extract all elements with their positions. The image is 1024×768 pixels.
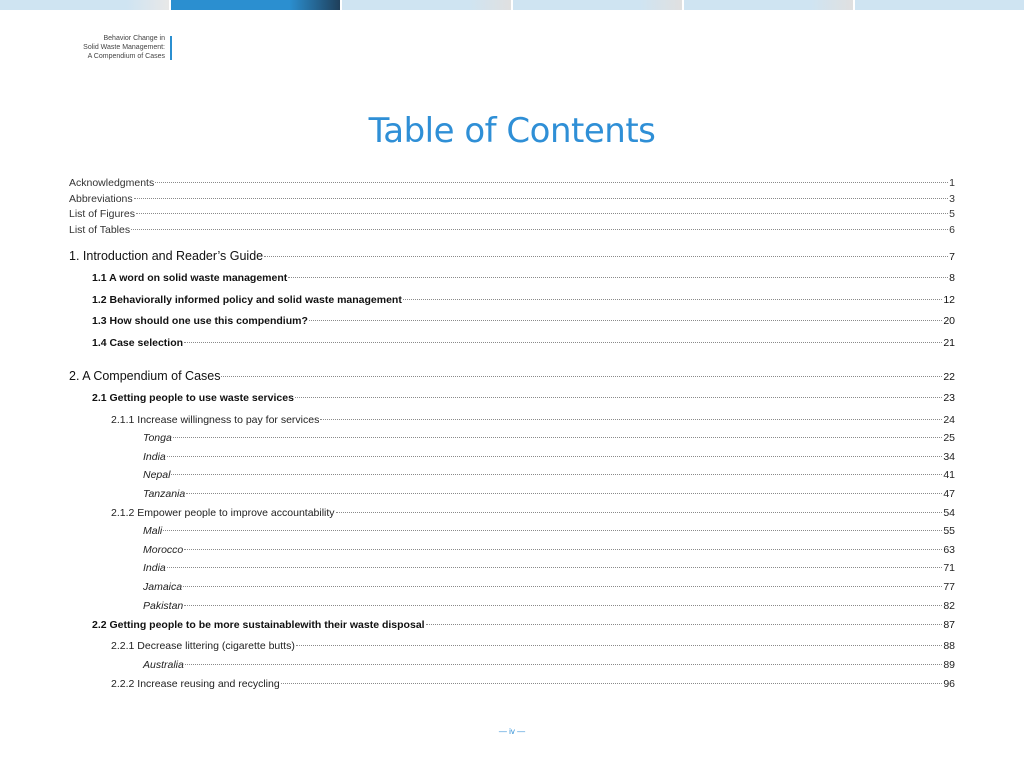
toc-section-2-2[interactable] xyxy=(92,619,955,631)
toc-section-1-1[interactable] xyxy=(92,272,955,284)
toc-case-mali[interactable] xyxy=(143,525,955,537)
dot-leader xyxy=(403,299,942,300)
toc-entry-label: 2.2.2 Increase reusing and recycling xyxy=(111,678,280,690)
toc-case-australia[interactable] xyxy=(143,659,955,671)
toc-entry-label: 2. A Compendium of Cases xyxy=(69,369,221,383)
toc-entry-label: 2.2.1 Decrease littering (cigarette butts) xyxy=(111,640,295,652)
toc-entry-label: Acknowledgments xyxy=(69,177,155,189)
dot-leader xyxy=(173,437,943,438)
dot-leader xyxy=(309,320,942,321)
toc-entry-label: 1.3 How should one use this compendium? xyxy=(92,315,308,327)
header-line-3: A Compendium of Cases xyxy=(87,53,165,60)
toc-entry-page: 54 xyxy=(943,507,955,519)
toc-entry-page: 41 xyxy=(943,469,955,481)
toc-subsection-2-2-2[interactable] xyxy=(111,678,955,690)
toc-entry-page: 3 xyxy=(949,193,955,205)
dot-leader xyxy=(288,277,948,278)
toc-entry-page: 25 xyxy=(943,432,955,444)
dot-leader xyxy=(320,419,942,420)
dot-leader xyxy=(186,493,942,494)
toc-section-1-4[interactable] xyxy=(92,337,955,349)
dot-leader xyxy=(264,256,948,257)
dot-leader xyxy=(221,376,942,377)
toc-entry-label: List of Tables xyxy=(69,224,131,236)
toc-entry-label: Abbreviations xyxy=(69,193,133,205)
toc-entry-label: India xyxy=(143,562,166,574)
toc-chapter-1[interactable] xyxy=(69,249,955,263)
toc-entry-list-of-tables[interactable] xyxy=(69,224,955,236)
dot-leader xyxy=(167,567,943,568)
toc-entry-page: 5 xyxy=(949,208,955,220)
toc-entry-acknowledgments[interactable] xyxy=(69,177,955,189)
toc-entry-page: 8 xyxy=(949,272,955,284)
toc-subsection-2-2-1[interactable] xyxy=(111,640,955,652)
toc-entry-list-of-figures[interactable] xyxy=(69,208,955,220)
toc-section-1-3[interactable] xyxy=(92,315,955,327)
toc-case-jamaica[interactable] xyxy=(143,581,955,593)
toc-entry-label: 1.4 Case selection xyxy=(92,337,184,349)
toc-entry-label: India xyxy=(143,451,166,463)
toc-entry-page: 77 xyxy=(943,581,955,593)
dot-leader xyxy=(131,229,948,230)
page-number: — iv — xyxy=(498,727,526,736)
dot-leader xyxy=(155,182,948,183)
toc-entry-label: Mali xyxy=(143,525,163,537)
dot-leader xyxy=(134,198,949,199)
toc-entry-page: 6 xyxy=(949,224,955,236)
toc-subsection-2-1-1[interactable] xyxy=(111,414,955,426)
dot-leader xyxy=(183,586,942,587)
header-line-1: Behavior Change in xyxy=(103,35,165,42)
toc-case-nepal[interactable] xyxy=(143,469,955,481)
dot-leader xyxy=(184,342,942,343)
toc-entry-label: Tonga xyxy=(143,432,172,444)
dot-leader xyxy=(184,605,942,606)
toc-entry-page: 20 xyxy=(943,315,955,327)
toc-entry-page: 89 xyxy=(943,659,955,671)
toc-entry-page: 87 xyxy=(943,619,955,631)
toc-entry-page: 1 xyxy=(949,177,955,189)
toc-case-tanzania[interactable] xyxy=(143,488,955,500)
toc-entry-label: Australia xyxy=(143,659,184,671)
dot-leader xyxy=(163,530,942,531)
toc-entry-label: Tanzania xyxy=(143,488,186,500)
dot-leader xyxy=(296,645,942,646)
toc-case-morocco[interactable] xyxy=(143,544,955,556)
header-line-2: Solid Waste Management: xyxy=(83,44,165,51)
dot-leader xyxy=(171,474,942,475)
toc-case-india[interactable] xyxy=(143,451,955,463)
dot-leader xyxy=(281,683,943,684)
toc-entry-label: 1. Introduction and Reader’s Guide xyxy=(69,249,264,263)
dot-leader xyxy=(184,549,942,550)
toc-entry-label: Morocco xyxy=(143,544,184,556)
dot-leader xyxy=(185,664,942,665)
page-title: Table of Contents xyxy=(368,111,656,151)
toc-entry-page: 21 xyxy=(943,337,955,349)
dot-leader xyxy=(426,624,943,625)
toc-entry-label: List of Figures xyxy=(69,208,135,220)
toc-entry-page: 12 xyxy=(943,294,955,306)
toc-entry-page: 22 xyxy=(943,371,955,383)
dot-leader xyxy=(167,456,943,457)
dot-leader xyxy=(295,397,942,398)
toc-entry-label: Pakistan xyxy=(143,600,184,612)
dot-leader xyxy=(336,512,943,513)
toc-entry-label: 2.1 Getting people to use waste services xyxy=(92,392,294,404)
toc-chapter-2[interactable] xyxy=(69,369,955,383)
toc-entry-page: 34 xyxy=(943,451,955,463)
toc-entry-label: 2.1.1 Increase willingness to pay for services xyxy=(111,414,320,426)
dot-leader xyxy=(136,213,948,214)
toc-case-pakistan[interactable] xyxy=(143,600,955,612)
toc-case-tonga[interactable] xyxy=(143,432,955,444)
toc-entry-page: 24 xyxy=(943,414,955,426)
toc-entry-page: 71 xyxy=(943,562,955,574)
toc-entry-page: 82 xyxy=(943,600,955,612)
toc-entry-label: 2.2 Getting people to be more sustainablewith their waste disposal xyxy=(92,619,425,631)
toc-entry-page: 23 xyxy=(943,392,955,404)
toc-section-1-2[interactable] xyxy=(92,294,955,306)
toc-entry-label: 2.1.2 Empower people to improve accountability xyxy=(111,507,335,519)
toc-subsection-2-1-2[interactable] xyxy=(111,507,955,519)
toc-entry-label: Nepal xyxy=(143,469,171,481)
toc-entry-page: 96 xyxy=(943,678,955,690)
toc-section-2-1[interactable] xyxy=(92,392,955,404)
toc-entry-label: 1.2 Behaviorally informed policy and solid waste management xyxy=(92,294,402,306)
toc-entry-label: Jamaica xyxy=(143,581,183,593)
toc-entry-abbreviations[interactable] xyxy=(69,193,955,205)
toc-entry-page: 88 xyxy=(943,640,955,652)
toc-case-india[interactable] xyxy=(143,562,955,574)
toc-entry-page: 7 xyxy=(949,251,955,263)
toc-entry-page: 47 xyxy=(943,488,955,500)
toc-entry-label: 1.1 A word on solid waste management xyxy=(92,272,288,284)
toc-entry-page: 55 xyxy=(943,525,955,537)
toc-entry-page: 63 xyxy=(943,544,955,556)
